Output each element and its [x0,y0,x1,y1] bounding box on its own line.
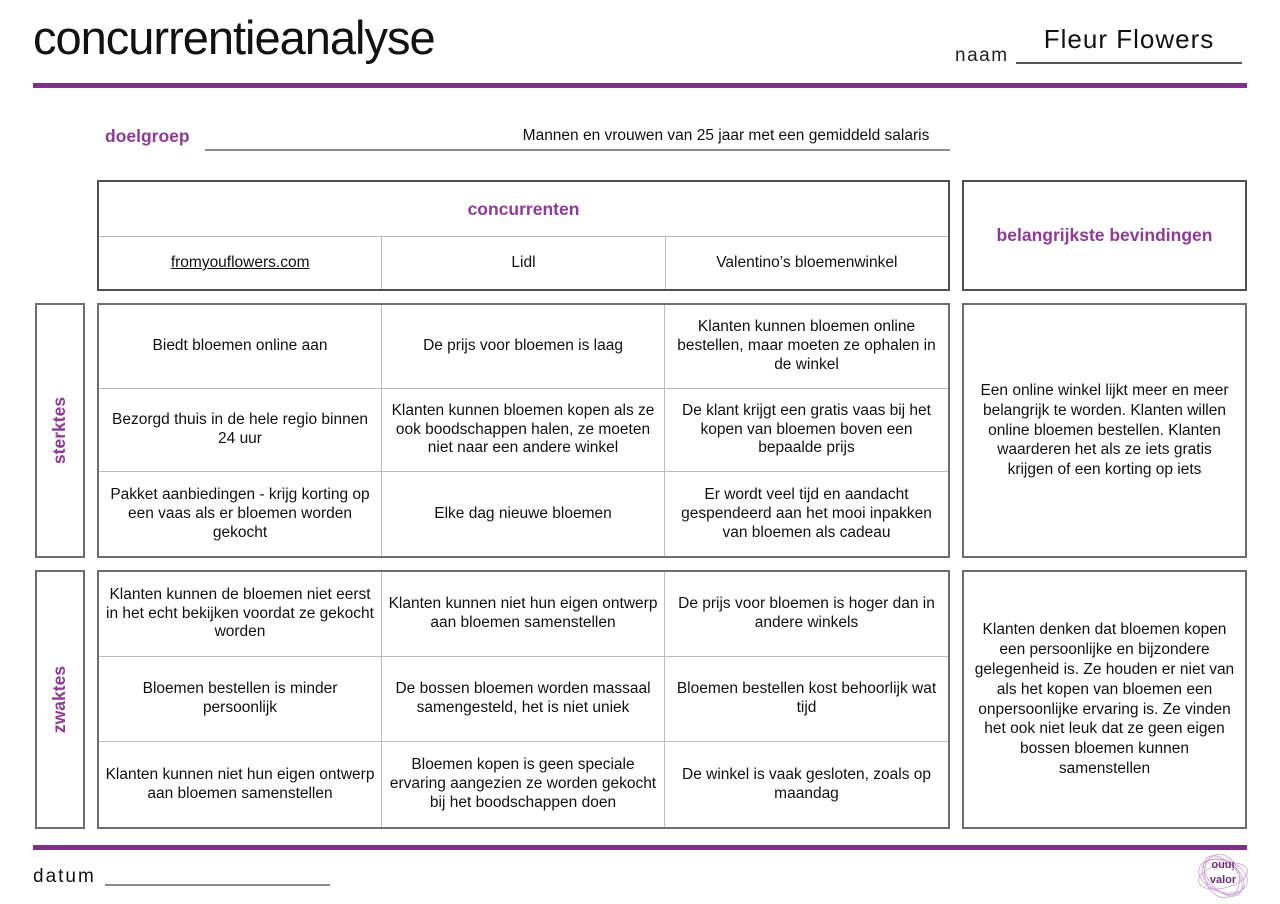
date-underline [105,884,330,886]
footer-divider-rule [33,845,1247,850]
weaknesses-label-box [35,570,85,829]
weakness-cell: De prijs voor bloemen is hoger dan in andere winkels [665,572,948,657]
strength-cell: Elke dag nieuwe bloemen [382,472,665,556]
strengths-findings: Een online winkel lijkt meer en meer belangrijk te worden. Klanten willen online bloemen bestellen. Klanten waarderen het als ze iets gratis krijgen of een korting op iets [962,303,1247,558]
target-group-underline [205,149,950,151]
strength-cell: Klanten kunnen bloemen kopen als ze ook boodschappen halen, ze moeten niet naar een andere winkel [382,389,665,473]
competitor-columns [99,237,948,289]
competitor-link[interactable]: fromyouflowers.com [170,254,310,271]
competitor-column-valentinos: Valentino’s bloemenwinkel [665,237,948,289]
strengths-label: sterktes [49,396,70,465]
weakness-cell: De bossen bloemen worden massaal samengesteld, het is niet uniek [382,657,665,742]
header-divider-rule [33,83,1247,88]
strength-cell: Bezorgd thuis in de hele regio binnen 24 uur [99,389,382,473]
weaknesses-label: zwaktes [49,665,70,734]
strength-cell: Er wordt veel tijd en aandacht gespendeerd aan het mooi inpakken van bloemen als cadeau [681,485,932,541]
strengths-grid [97,303,950,558]
strength-cell: De prijs voor bloemen is laag [382,305,665,389]
weaknesses-grid [97,570,950,829]
key-findings-header: belangrijkste bevindingen [962,180,1247,291]
strength-cell: De klant krijgt een gratis vaas bij het kopen van bloemen boven een bepaalde prijs [665,389,948,473]
weakness-cell: Bloemen bestellen is minder persoonlijk [99,657,382,742]
innovalor-logo-swirl [1196,852,1250,902]
page-title: concurrentieanalyse [33,11,435,64]
weakness-cell: Klanten kunnen de bloemen niet eerst in het echt bekijken voordat ze gekocht worden [99,572,382,657]
logo-word-inno: inno [1211,859,1235,871]
name-value: Fleur Flowers [1043,24,1215,54]
competitor-column-lidl: Lidl [381,237,664,289]
strength-cell: Biedt bloemen online aan [99,305,382,389]
competitor-column-fromyouflowers [99,237,381,289]
strengths-label-box [35,303,85,558]
strength-cell: Pakket aanbiedingen - krijg korting op een vaas als er bloemen worden gekocht [99,472,382,556]
strength-cell: Klanten kunnen bloemen online bestellen, maar moeten ze ophalen in de winkel [665,305,948,389]
logo-word-valor: valor [1209,874,1237,886]
competitors-header-table [97,180,950,291]
weakness-cell: Bloemen kopen is geen speciale ervaring aangezien ze worden gekocht bij het boodschappen doen [382,742,665,827]
competitors-title: concurrenten [99,182,948,237]
innovalor-logo [1196,852,1250,902]
target-group-value: Mannen en vrouwen van 25 jaar met een gemiddeld salaris [522,127,930,144]
weaknesses-findings: Klanten denken dat bloemen kopen een persoonlijke en bijzondere gelegenheid is. Ze houden er niet van als het kopen van bloemen een onpersoonlijke ervaring is. Ze vinden het ook niet leuk dat ze geen eigen bossen bloemen kunnen samenstellen [962,570,1247,829]
weakness-cell: Bloemen bestellen kost behoorlijk wat tijd [665,657,948,742]
weakness-cell: Klanten kunnen niet hun eigen ontwerp aan bloemen samenstellen [382,572,665,657]
date-label: datum [33,866,96,887]
weakness-cell: De winkel is vaak gesloten, zoals op maandag [682,765,931,802]
name-label: naam [955,45,1009,66]
name-underline [1016,62,1242,64]
weakness-cell: Klanten kunnen niet hun eigen ontwerp aan bloemen samenstellen [99,742,382,827]
target-group-label: doelgroep [105,126,190,146]
